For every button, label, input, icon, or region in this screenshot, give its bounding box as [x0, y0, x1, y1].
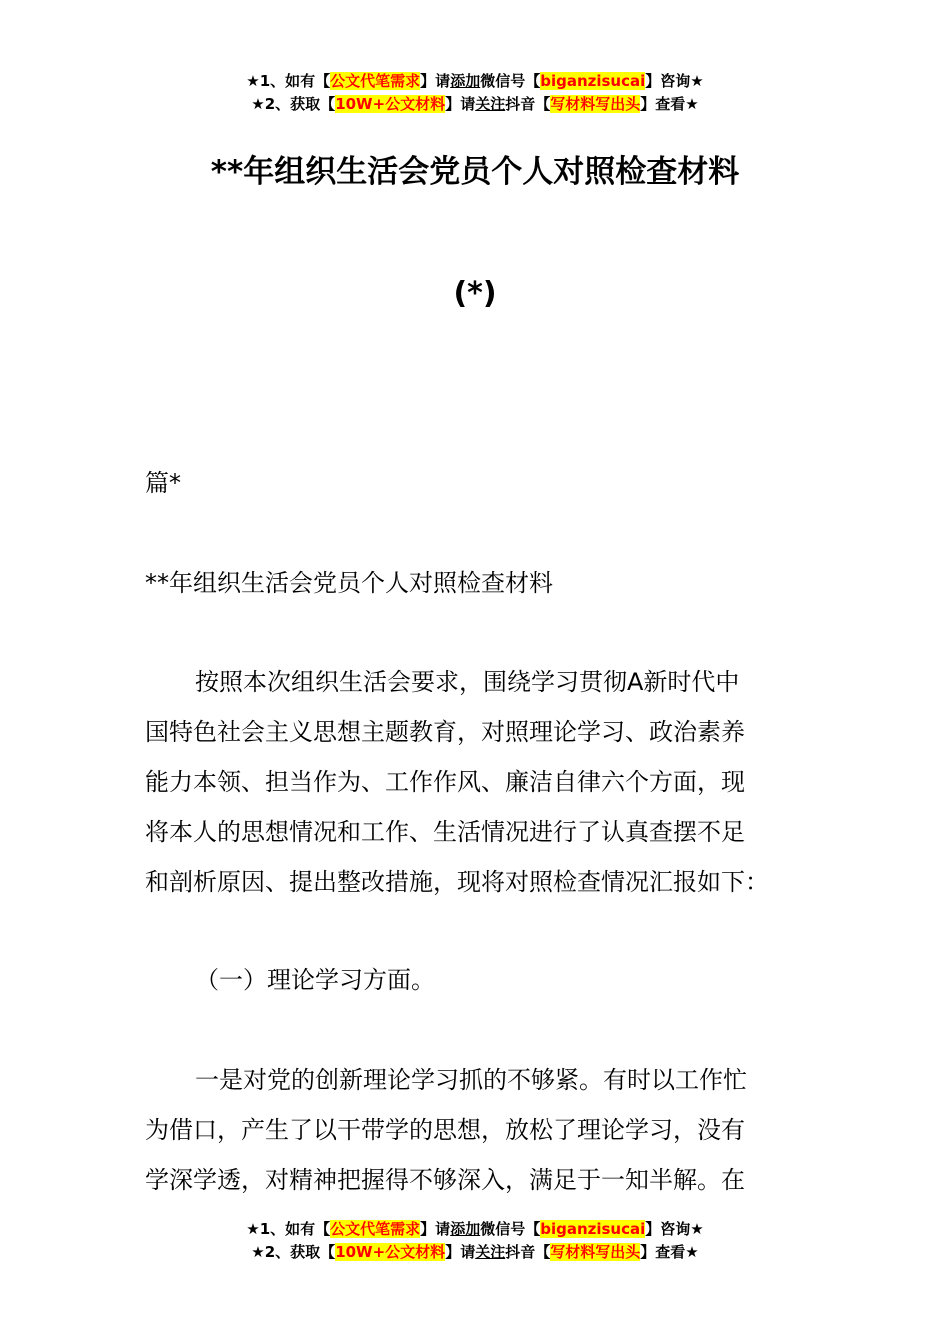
banner-text: 】请 — [445, 1243, 476, 1261]
chapter-label: 篇* — [145, 469, 181, 497]
banner-text: 微信号【 — [480, 1220, 541, 1238]
banner-text: ★1、如有【 — [246, 72, 331, 90]
paragraph-line: 学深学透，对精神把握得不够深入，满足于一知半解。在 — [145, 1166, 745, 1194]
banner-text: ★2、获取【 — [251, 95, 336, 113]
banner-text: ★1、如有【 — [246, 1220, 331, 1238]
banner-text: 】查看★ — [640, 1243, 699, 1261]
banner-underlined: 关注 — [475, 95, 506, 113]
paragraph-line: 能力本领、担当作为、工作作风、廉洁自律六个方面，现 — [145, 768, 745, 796]
banner-highlight: biganzisucai — [540, 1220, 646, 1238]
banner-text: 】查看★ — [640, 95, 699, 113]
body-paragraph-1 — [145, 657, 810, 907]
banner-highlight: 公文代笔需求 — [330, 72, 421, 90]
banner-text: 】请 — [445, 95, 476, 113]
banner-text: 】请 — [420, 72, 451, 90]
paragraph-line: 将本人的思想情况和工作、生活情况进行了认真查摆不足 — [145, 818, 745, 846]
banner-text: 】请 — [420, 1220, 451, 1238]
paragraph-line: 和剖析原因、提出整改措施，现将对照检查情况汇报如下： — [145, 868, 769, 896]
banner-highlight: biganzisucai — [540, 72, 646, 90]
subsection-heading: （一）理论学习方面。 — [195, 966, 435, 994]
banner-line-2 — [0, 1241, 950, 1264]
banner-text: 抖音【 — [505, 1243, 551, 1261]
paragraph-line: 一是对党的创新理论学习抓的不够紧。有时以工作忙 — [195, 1066, 747, 1094]
banner-line-1 — [0, 70, 950, 93]
banner-highlight: 写材料写出头 — [550, 1243, 641, 1261]
banner-highlight: 写材料写出头 — [550, 95, 641, 113]
banner-underlined: 添加 — [450, 1220, 481, 1238]
banner-text: ★2、获取【 — [251, 1243, 336, 1261]
banner-text: 抖音【 — [505, 95, 551, 113]
banner-highlight: 公文代笔需求 — [330, 1220, 421, 1238]
banner-underlined: 关注 — [475, 1243, 506, 1261]
banner-text: 】咨询★ — [645, 1220, 704, 1238]
section-heading: **年组织生活会党员个人对照检查材料 — [145, 569, 553, 597]
banner-text: 】咨询★ — [645, 72, 704, 90]
document-subtitle: (*) — [453, 276, 497, 311]
banner-line-2 — [0, 93, 950, 116]
top-banner — [0, 70, 950, 116]
body-paragraph-2 — [145, 1055, 810, 1205]
banner-underlined: 添加 — [450, 72, 481, 90]
paragraph-line: 为借口，产生了以干带学的思想，放松了理论学习，没有 — [145, 1116, 745, 1144]
banner-highlight: 10W+公文材料 — [335, 1243, 446, 1261]
paragraph-line: 国特色社会主义思想主题教育，对照理论学习、政治素养 — [145, 718, 745, 746]
bottom-banner — [0, 1218, 950, 1264]
document-title: **年组织生活会党员个人对照检查材料 — [210, 154, 740, 190]
banner-text: 微信号【 — [480, 72, 541, 90]
banner-line-1 — [0, 1218, 950, 1241]
paragraph-line: 按照本次组织生活会要求，围绕学习贯彻A新时代中 — [195, 668, 740, 696]
banner-highlight: 10W+公文材料 — [335, 95, 446, 113]
